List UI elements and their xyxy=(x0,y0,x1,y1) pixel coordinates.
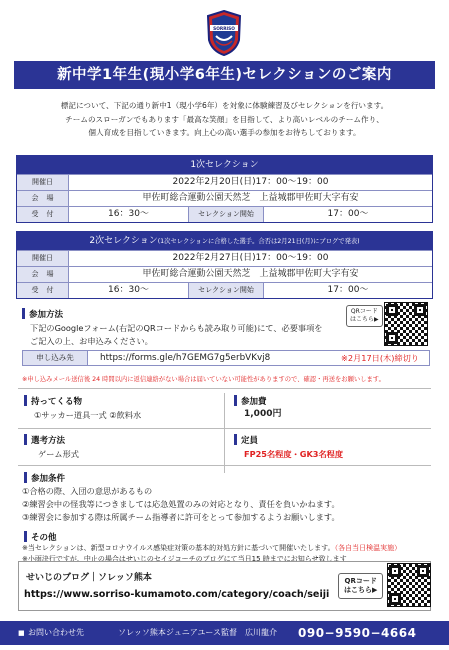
start-label: セレクション開始 xyxy=(189,207,264,222)
selection2-venue: 甲佐町総合運動公園天然芝 上益城郡甲佐町大字有安 xyxy=(142,269,359,279)
participation-line: 下記のGoogleフォーム(右記のQRコードからも読み取り可能)にて、必要事項を xyxy=(30,323,323,333)
fee-text: 1,000円 xyxy=(244,409,282,419)
other-line1: ※当セレクションは、新型コロナウイルス感染症対策の基本的対処方針に基づいて開催いたします。 xyxy=(22,544,335,552)
selection1-venue: 甲佐町総合運動公園天然芝 上益城郡甲佐町大字有安 xyxy=(142,193,359,203)
conditions-list xyxy=(22,485,432,524)
selection2-title: 2次セレクション xyxy=(89,236,158,246)
fee-title: 参加費 xyxy=(234,395,267,407)
intro-text xyxy=(14,99,435,140)
participation-line: ご記入の上、お申込みください。 xyxy=(30,336,153,346)
logo-text: SORRISO xyxy=(213,27,235,32)
blog-url-link[interactable]: https://www.sorriso-kumamoto.com/category/coach/seiji xyxy=(24,589,330,600)
apply-row xyxy=(22,350,430,366)
reception-label: 受付 xyxy=(17,283,69,298)
selection2-header xyxy=(17,232,432,250)
start-label: セレクション開始 xyxy=(189,283,264,298)
other-line1-red: （各自当日検温実施） xyxy=(334,544,402,552)
items-text: ①サッカー道具一式 ②飲料水 xyxy=(34,410,142,420)
contact-label: お問い合わせ先 xyxy=(28,628,84,637)
contact-phone[interactable]: 090−9590−4664 xyxy=(298,626,417,640)
conditions-title: 参加条件 xyxy=(24,472,65,484)
venue-label: 会場 xyxy=(17,267,69,282)
intro-line: 標記について、下記の通り新中1（現小学6年）を対象に体験練習及びセレクションを行います。 xyxy=(60,101,389,110)
reception-label: 受付 xyxy=(17,207,69,222)
other-title: その他 xyxy=(24,531,57,543)
condition-item: ③練習会に参加する際は所属チーム指導者に許可をとって参加するようお願いします。 xyxy=(22,512,340,522)
date-label: 開催日 xyxy=(17,175,69,190)
selection1-table xyxy=(16,155,433,223)
date-label: 開催日 xyxy=(17,251,69,266)
blog-qr-code[interactable] xyxy=(387,563,431,607)
apply-note: ※申し込みメール送信後 24 時間以内に返信連絡がない場合は届いていない可能性がありますので、確認・再送をお願いします。 xyxy=(22,376,385,383)
blog-qr-label-line2: はこちら▶ xyxy=(344,586,378,594)
items-title: 持ってくる物 xyxy=(24,395,82,407)
selection2-note: (1次セレクションに合格した選手。合否は2月21日(月)にブログで発表) xyxy=(157,238,360,245)
capacity-text: FP25名程度・GK3名程度 xyxy=(244,449,344,459)
qr-label xyxy=(346,305,383,327)
selection1-header: 1次セレクション xyxy=(17,156,432,174)
blog-title: せいじのブログ｜ソレッソ熊本 xyxy=(26,573,152,583)
contact-person: ソレッソ熊本ジュニアユース監督 広川龍介 xyxy=(118,628,277,637)
condition-item: ②練習会中の怪我等につきましては応急処置のみの対応となり、責任を負いかねます。 xyxy=(22,499,340,509)
selection1-reception: 16：30〜 xyxy=(69,207,189,222)
method-text: ゲーム形式 xyxy=(38,449,79,459)
capacity-title: 定員 xyxy=(234,434,258,446)
selection2-reception: 16：30〜 xyxy=(69,283,189,298)
participation-title: 参加方法 xyxy=(22,308,63,320)
condition-item: ①合格の際、入団の意思があるもの xyxy=(22,486,153,496)
blog-qr-label xyxy=(338,573,383,599)
selection2-date: 2022年2月27日(日)17：00〜19：00 xyxy=(172,253,329,263)
form-qr-code[interactable] xyxy=(384,302,428,346)
apply-label: 申し込み先 xyxy=(23,351,88,365)
selection2-start: 17：00〜 xyxy=(327,285,369,295)
participation-text xyxy=(30,322,340,348)
qr-label-line1: QRコード xyxy=(350,308,378,315)
other-line2: ※小雨決行ですが、中止の場合はせいじのセイジコーチのブログにて当日15 時までにお知らせ致します xyxy=(22,555,347,563)
apply-url-link[interactable]: https://forms.gle/h7GEMG7g5erbVKvj8 xyxy=(100,353,271,363)
selection2-table xyxy=(16,231,433,299)
intro-line: 個人育成を目指していきます。向上心の高い選手の参加をお待ちしております。 xyxy=(88,128,361,137)
deadline: ※2月17日(木)締切り xyxy=(340,353,419,363)
blog-qr-label-line1: QRコード xyxy=(344,577,377,585)
intro-line: チームのスローガンでもあります「最高な笑顔」を目指して、より高いレベルのチーム作り、 xyxy=(65,114,384,124)
page-title: 新中学1年生(現小学6年生)セレクションのご案内 xyxy=(14,61,435,89)
method-title: 選考方法 xyxy=(24,434,65,446)
qr-label-line2: はこちら▶ xyxy=(350,316,379,323)
selection1-start: 17：00〜 xyxy=(327,209,369,219)
phone-icon: ■ xyxy=(18,629,25,637)
other-line xyxy=(22,543,432,554)
sorriso-logo xyxy=(206,10,242,56)
venue-label: 会場 xyxy=(17,191,69,206)
contact-footer xyxy=(0,621,449,645)
selection1-date: 2022年2月20日(日)17：00〜19：00 xyxy=(172,177,329,187)
